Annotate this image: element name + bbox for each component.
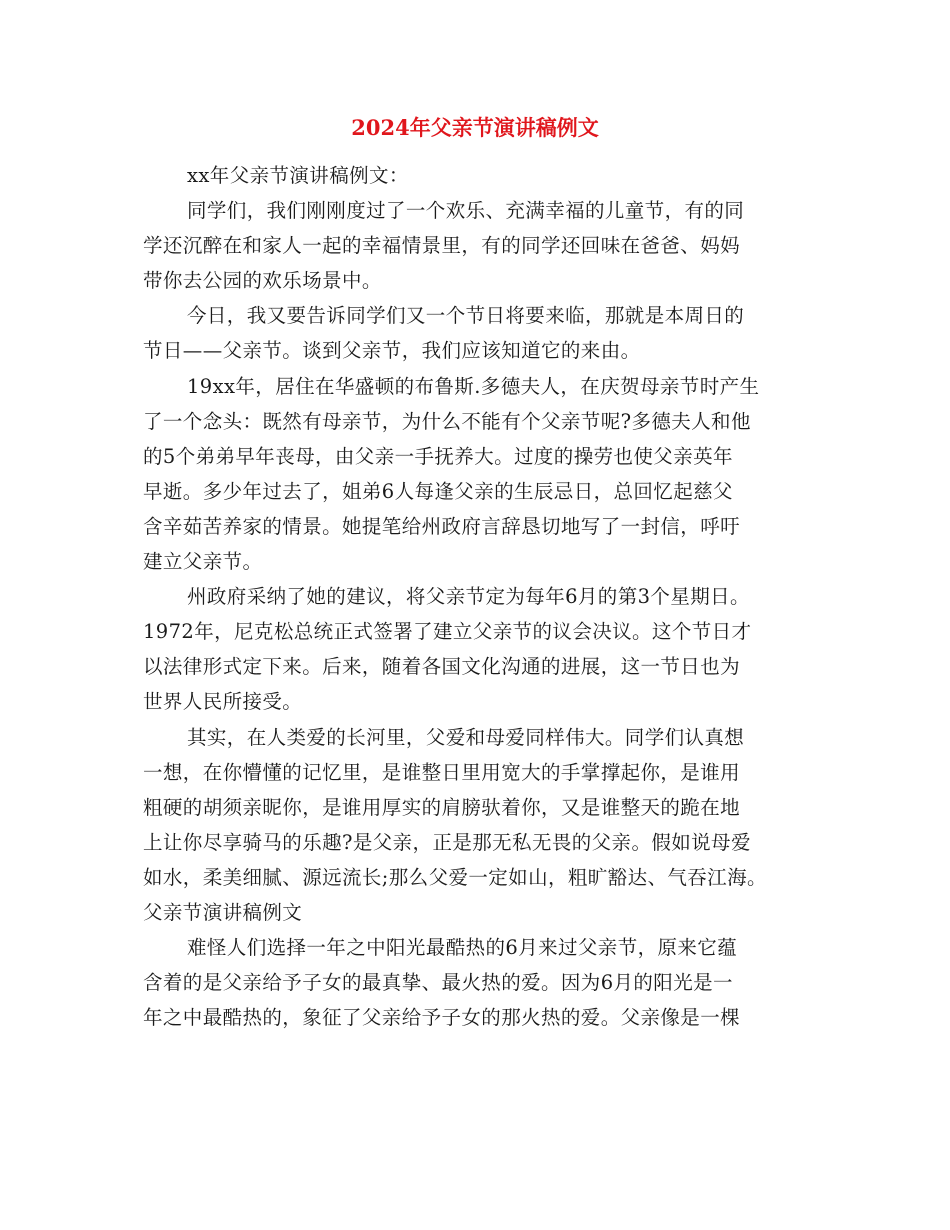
text-line: 一想，在你懵懂的记忆里，是谁整日里用宽大的手掌撑起你，是谁用 — [143, 760, 741, 784]
document-title: 2024年父亲节演讲稿例文 — [351, 115, 599, 140]
text-line: 年之中最酷热的，象征了父亲给予子女的那火热的爱。父亲像是一棵 — [143, 1006, 741, 1030]
text-line: 早逝。多少年过去了，姐弟6人每逢父亲的生辰忌日，总回忆起慈父 — [143, 479, 733, 503]
text-line: 建立父亲节。 — [143, 550, 263, 574]
text-line: 父亲节演讲稿例文 — [143, 900, 303, 924]
text-line: 节日——父亲节。谈到父亲节，我们应该知道它的来由。 — [143, 339, 641, 363]
text-line: 了一个念头：既然有母亲节，为什么不能有个父亲节呢?多德夫人和他 — [143, 409, 751, 433]
text-line: 的5个弟弟早年丧母，由父亲一手抚养大。过度的操劳也使父亲英年 — [143, 444, 733, 468]
text-line: 19xx年，居住在华盛顿的布鲁斯.多德夫人，在庆贺母亲节时产生 — [187, 374, 760, 398]
document-body — [143, 158, 823, 1035]
text-line: 含着的是父亲给予子女的最真挚、最火热的爱。因为6月的阳光是一 — [143, 971, 733, 995]
text-line: 上让你尽享骑马的乐趣?是父亲，正是那无私无畏的父亲。假如说母爱 — [143, 830, 751, 854]
text-line: 带你去公园的欢乐场景中。 — [143, 269, 382, 293]
text-line: 州政府采纳了她的建议，将父亲节定为每年6月的第3个星期日。 — [187, 585, 750, 609]
text-line: 今日，我又要告诉同学们又一个节日将要来临，那就是本周日的 — [187, 304, 745, 328]
text-line: 同学们，我们刚刚度过了一个欢乐、充满幸福的儿童节，有的同 — [187, 199, 745, 223]
text-line: 世界人民所接受。 — [143, 690, 303, 714]
text-line: 如水，柔美细腻、源远流长;那么父爱一定如山，粗旷豁达、气吞江海。 — [143, 865, 767, 889]
text-line: xx年父亲节演讲稿例文： — [187, 164, 409, 187]
text-line: 1972年，尼克松总统正式签署了建立父亲节的议会决议。这个节日才 — [143, 620, 752, 644]
text-line: 学还沉醉在和家人一起的幸福情景里，有的同学还回味在爸爸、妈妈 — [143, 234, 741, 258]
text-line: 含辛茹苦养家的情景。她提笔给州政府言辞恳切地写了一封信，呼吁 — [143, 514, 741, 538]
text-line: 难怪人们选择一年之中阳光最酷热的6月来过父亲节，原来它蕴 — [187, 936, 738, 960]
text-line: 其实，在人类爱的长河里，父爱和母爱同样伟大。同学们认真想 — [187, 725, 745, 749]
text-line: 粗硬的胡须亲昵你，是谁用厚实的肩膀驮着你，又是谁整天的跪在地 — [143, 795, 741, 819]
text-line: 以法律形式定下来。后来，随着各国文化沟通的进展，这一节日也为 — [143, 655, 741, 679]
